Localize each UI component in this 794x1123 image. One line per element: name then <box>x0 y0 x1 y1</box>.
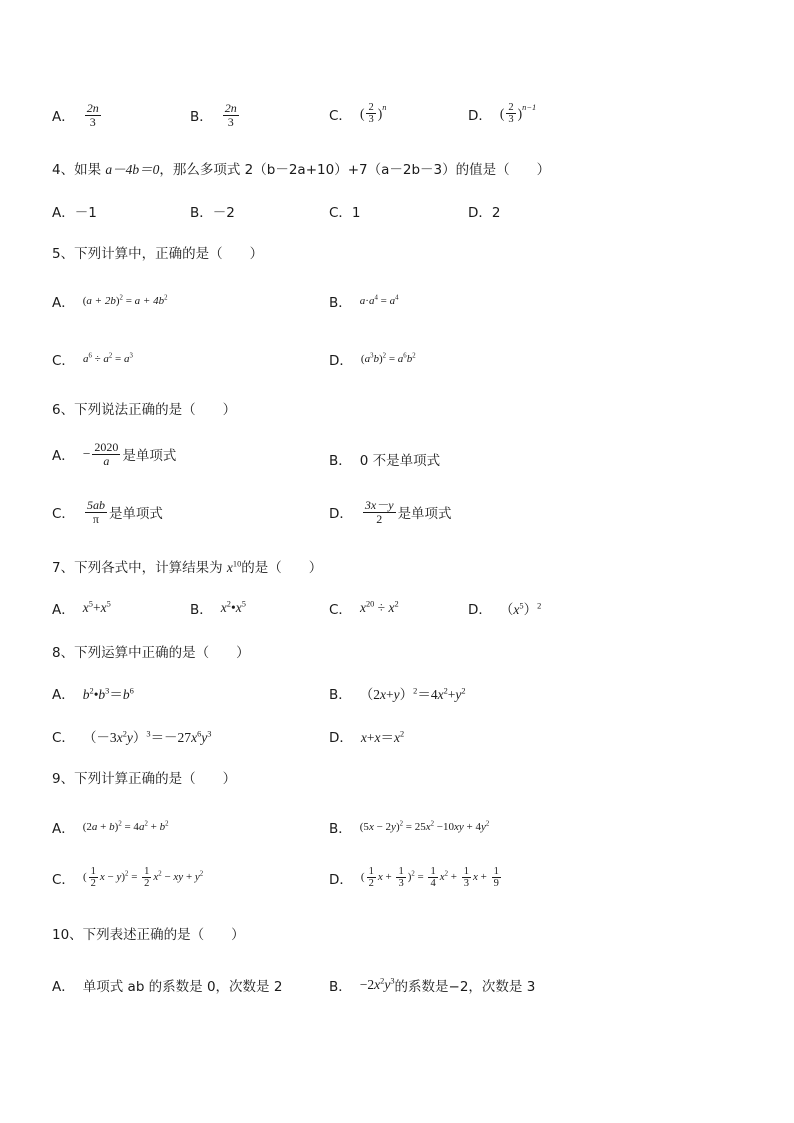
q3-option-b[interactable] <box>190 102 241 128</box>
q3-option-a[interactable] <box>52 102 103 128</box>
fraction: $\frac{2n}{3}$ <box>86 101 99 129</box>
q4-condition: a－4b＝0 <box>105 162 160 177</box>
math-expression: $(-3x^2y)^3=-27x^6y^3$ <box>82 729 212 745</box>
option-label: B． <box>190 109 213 126</box>
q10-option-a[interactable]: A． 单项式 ab 的系数是 0，次数是 2 <box>52 979 283 995</box>
q9-option-a[interactable]: A． $(2a + b)^2 = 4a^2 + b^2$ <box>52 820 169 837</box>
math-expression: $(a + 2b)^2 = a + 4b^2$ <box>82 294 168 307</box>
q9-option-c[interactable]: C． ( $\frac{1}{2}$ x − y)$^2$ = $\frac{1}{2}$ $x^2$ − xy + $y^2$ <box>52 866 204 890</box>
math-expression: $(a^3b)^2 = a^6b^2$ <box>360 352 416 365</box>
q8-option-b[interactable]: B． $(2x+y)^2=4x^2+y^2$ <box>329 683 466 703</box>
math-expression: $x^{10}$ <box>226 559 242 575</box>
option-label: D． <box>468 107 492 124</box>
fraction: $\frac{3x-y}{2}$ <box>364 498 394 526</box>
q10-option-b[interactable]: B． $-2x^2y^3$ 的系数是−2，次数是 3 <box>329 976 536 995</box>
q7-option-b[interactable]: B． $x^2•x^5$ <box>190 599 246 618</box>
math-expression: $x^2•x^5$ <box>220 599 246 615</box>
math-expression: $(5x - 2y)^2 = 25x^2 -10xy + 4y^2$ <box>359 820 490 833</box>
fraction: $\frac{2}{3}$ <box>368 102 374 126</box>
math-expression: $a^6 \div a^2 = a^3$ <box>82 352 133 365</box>
math-expression: ( $\frac{1}{2}$ x − y)$^2$ = $\frac{1}{2}$ $x^2$ − xy + $y^2$ <box>82 866 204 890</box>
q8-option-d[interactable]: D． $x+x=x^2$ <box>329 726 404 746</box>
q7-option-c[interactable]: C． $x^{20} \div x^2$ <box>329 599 399 618</box>
q9-option-d[interactable]: D． ( $\frac{1}{2}$ x + $\frac{1}{3}$ )$^2$ = $\frac{1}{4}$ $x^2$ + $\frac{1}{3}$ x + $\frac{1}{9}$ <box>329 866 503 889</box>
q4-stem: 4、如果 a－4b＝0，那么多项式 2（b－2a+10）+7（a－2b－3）的值是（ ） <box>52 162 551 178</box>
fraction: $\frac{2n}{3}$ <box>224 101 237 129</box>
q6-option-c[interactable]: C． $\frac{5ab}{\pi}$ 是单项式 <box>52 498 163 526</box>
q10-stem: 10、下列表述正确的是（ ） <box>52 927 245 943</box>
q6-option-d[interactable]: D． $\frac{3x-y}{2}$ 是单项式 <box>329 498 452 526</box>
q5-option-d[interactable]: D． $(a^3b)^2 = a^6b^2$ <box>329 352 416 369</box>
math-expression: $x^5+x^5$ <box>82 599 111 615</box>
q4-option-a[interactable]: A．－1 <box>52 205 97 221</box>
fraction: $\frac{2}{3}$ <box>508 102 514 126</box>
math-expression: $(2x+y)^2=4x^2+y^2$ <box>359 686 466 702</box>
option-label: A． <box>52 109 75 126</box>
q9-option-b[interactable]: B． $(5x - 2y)^2 = 25x^2 -10xy + 4y^2$ <box>329 820 490 837</box>
math-expression: $(x^5)^2$ <box>499 601 542 617</box>
fraction: $\frac{2020}{a}$ <box>94 440 119 468</box>
q4-option-b[interactable]: B．－2 <box>190 205 235 221</box>
q7-option-a[interactable]: A． $x^5+x^5$ <box>52 599 111 618</box>
q6-option-b[interactable]: B． 0 不是单项式 <box>329 453 441 469</box>
q3-option-c[interactable]: C． ( $\frac{2}{3}$ ) $^n$ <box>329 102 387 126</box>
q4-option-c[interactable]: C．1 <box>329 205 361 221</box>
q8-option-c[interactable]: C． $(-3x^2y)^3=-27x^6y^3$ <box>52 726 211 746</box>
q3-option-d[interactable]: D． ( $\frac{2}{3}$ ) $^{n-1}$ <box>468 102 537 126</box>
math-expression: $x+x=x^2$ <box>360 729 405 745</box>
q5-option-b[interactable]: B． $a\cdot a^4 = a^4$ <box>329 294 399 311</box>
q5-option-a[interactable]: A． $(a + 2b)^2 = a + 4b^2$ <box>52 294 168 311</box>
q9-stem: 9、下列计算正确的是（ ） <box>52 771 237 787</box>
math-expression: $x^{20} \div x^2$ <box>359 599 399 615</box>
math-expression: ( $\frac{1}{2}$ x + $\frac{1}{3}$ )$^2$ = $\frac{1}{4}$ $x^2$ + $\frac{1}{3}$ x + $\frac{1}{9}$ <box>360 866 499 890</box>
math-expression: $a\cdot a^4 = a^4$ <box>359 294 399 307</box>
q5-stem: 5、下列计算中，正确的是（ ） <box>52 246 264 262</box>
q4-option-d[interactable]: D．2 <box>468 205 501 221</box>
option-label: C． <box>329 107 352 124</box>
math-expression: $b^2•b^3=b^6$ <box>82 686 134 702</box>
q7-option-d[interactable]: D． $(x^5)^2$ <box>468 598 541 618</box>
q6-option-a[interactable]: A． − $\frac{2020}{a}$ 是单项式 <box>52 440 177 468</box>
fraction: $\frac{5ab}{\pi}$ <box>86 498 105 526</box>
q5-option-c[interactable]: C． $a^6 \div a^2 = a^3$ <box>52 352 133 369</box>
q7-stem: 7、下列各式中，计算结果为 $x^{10}$的是（ ） <box>52 559 323 576</box>
q8-stem: 8、下列运算中正确的是（ ） <box>52 645 250 661</box>
q8-option-a[interactable]: A． $b^2•b^3=b^6$ <box>52 683 134 703</box>
q6-stem: 6、下列说法正确的是（ ） <box>52 402 237 418</box>
math-expression: $-2x^2y^3$ <box>359 976 395 992</box>
math-expression: $(2a + b)^2 = 4a^2 + b^2$ <box>82 820 169 833</box>
